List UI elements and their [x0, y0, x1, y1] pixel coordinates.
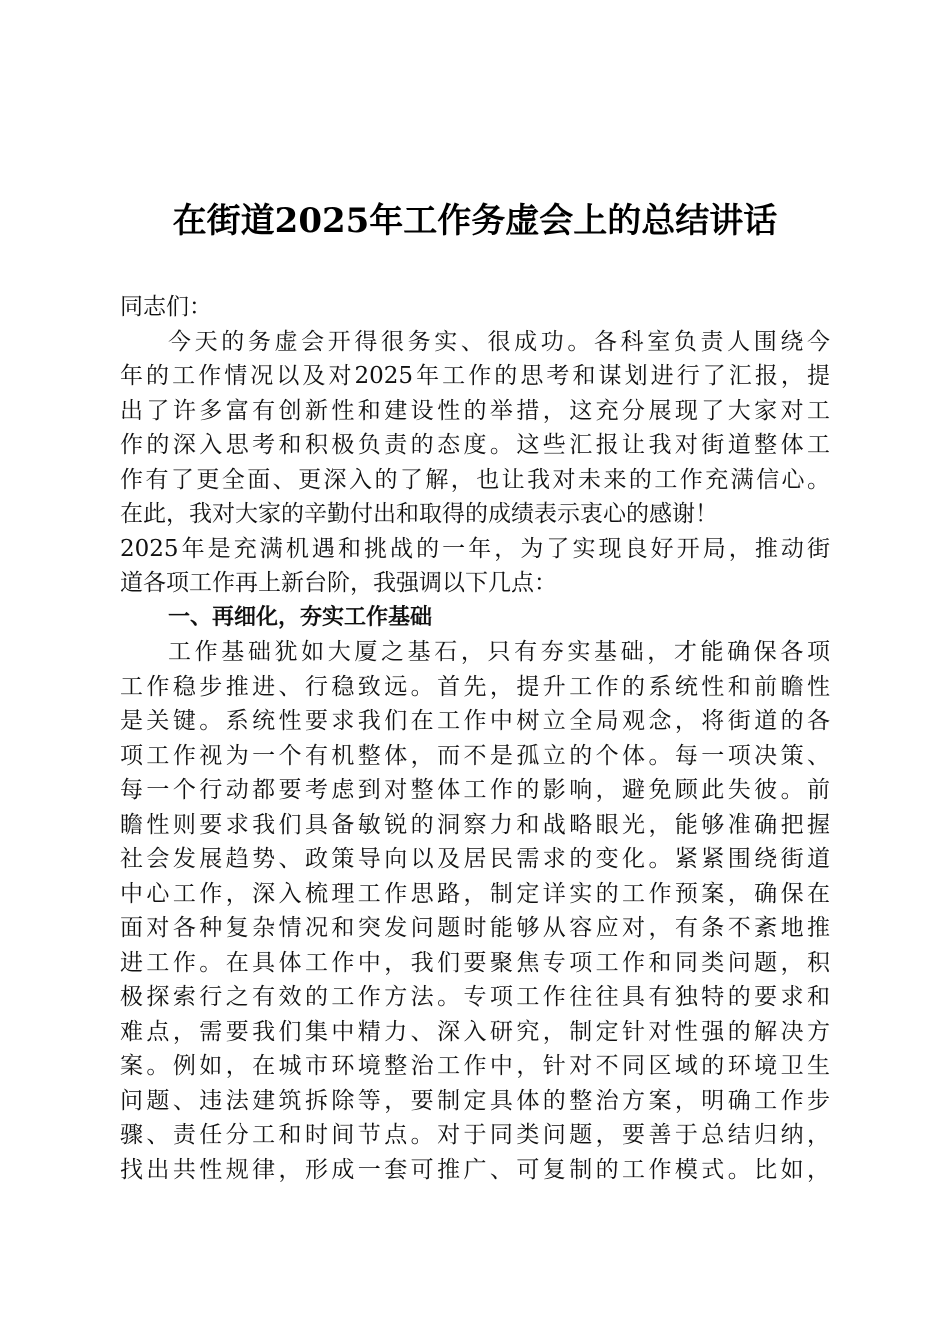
paragraph-line: 年的工作情况以及对2025年工作的思考和谋划进行了汇报，提	[120, 363, 830, 389]
paragraph-line: 社会发展趋势、政策导向以及居民需求的变化。紧紧围绕街道	[120, 846, 830, 872]
paragraph-line: 中心工作，深入梳理工作思路，制定详实的工作预案，确保在	[120, 880, 830, 907]
section-1-paragraph	[120, 635, 830, 1187]
document-body	[120, 290, 830, 1187]
paragraph-line: 工作稳步推进、行稳致远。首先，提升工作的系统性和前瞻性	[120, 673, 830, 700]
paragraph-line: 进工作。在具体工作中，我们要聚焦专项工作和同类问题，积	[120, 949, 830, 976]
document-title: 在街道2025年工作务虚会上的总结讲话	[172, 201, 778, 241]
paragraph-line: 难点，需要我们集中精力、深入研究，制定针对性强的解决方	[120, 1018, 830, 1045]
paragraph-line: 2025年是充满机遇和挑战的一年，为了实现良好开局，推动街	[120, 535, 830, 562]
intro-paragraph	[120, 325, 830, 601]
paragraph-line: 找出共性规律，形成一套可推广、可复制的工作模式。比如，	[120, 1156, 830, 1183]
paragraph-line: 瞻性则要求我们具备敏锐的洞察力和战略眼光，能够准确把握	[120, 811, 830, 838]
section-heading: 一、再细化，夯实工作基础	[168, 604, 433, 630]
paragraph-line: 极探索行之有效的工作方法。专项工作往往具有独特的要求和	[120, 984, 830, 1010]
paragraph-line: 作有了更全面、更深入的了解，也让我对未来的工作充满信心。	[120, 466, 830, 493]
paragraph-line: 案。例如，在城市环境整治工作中，针对不同区域的环境卫生	[120, 1053, 830, 1079]
paragraph-line: 出了许多富有创新性和建设性的举措，这充分展现了大家对工	[120, 397, 830, 424]
paragraph-line: 每一个行动都要考虑到对整体工作的影响，避免顾此失彼。前	[120, 777, 830, 803]
paragraph-line: 道各项工作再上新台阶，我强调以下几点：	[120, 570, 557, 596]
paragraph-line: 面对各种复杂情况和突发问题时能够从容应对，有条不紊地推	[120, 915, 830, 941]
paragraph-line: 工作基础犹如大厦之基石，只有夯实基础，才能确保各项	[168, 639, 830, 665]
paragraph-line: 问题、违法建筑拆除等，要制定具体的整治方案，明确工作步	[120, 1087, 830, 1114]
paragraph-line: 项工作视为一个有机整体，而不是孤立的个体。每一项决策、	[120, 742, 830, 769]
paragraph-line: 是关键。系统性要求我们在工作中树立全局观念，将街道的各	[120, 708, 830, 734]
salutation: 同志们：	[120, 294, 212, 320]
paragraph-line: 骤、责任分工和时间节点。对于同类问题，要善于总结归纳，	[120, 1122, 830, 1148]
paragraph-line: 今天的务虚会开得很务实、很成功。各科室负责人围绕今	[168, 328, 830, 355]
paragraph-line: 作的深入思考和积极负责的态度。这些汇报让我对街道整体工	[120, 432, 830, 458]
paragraph-line: 在此，我对大家的辛勤付出和取得的成绩表示衷心的感谢！	[120, 501, 718, 527]
